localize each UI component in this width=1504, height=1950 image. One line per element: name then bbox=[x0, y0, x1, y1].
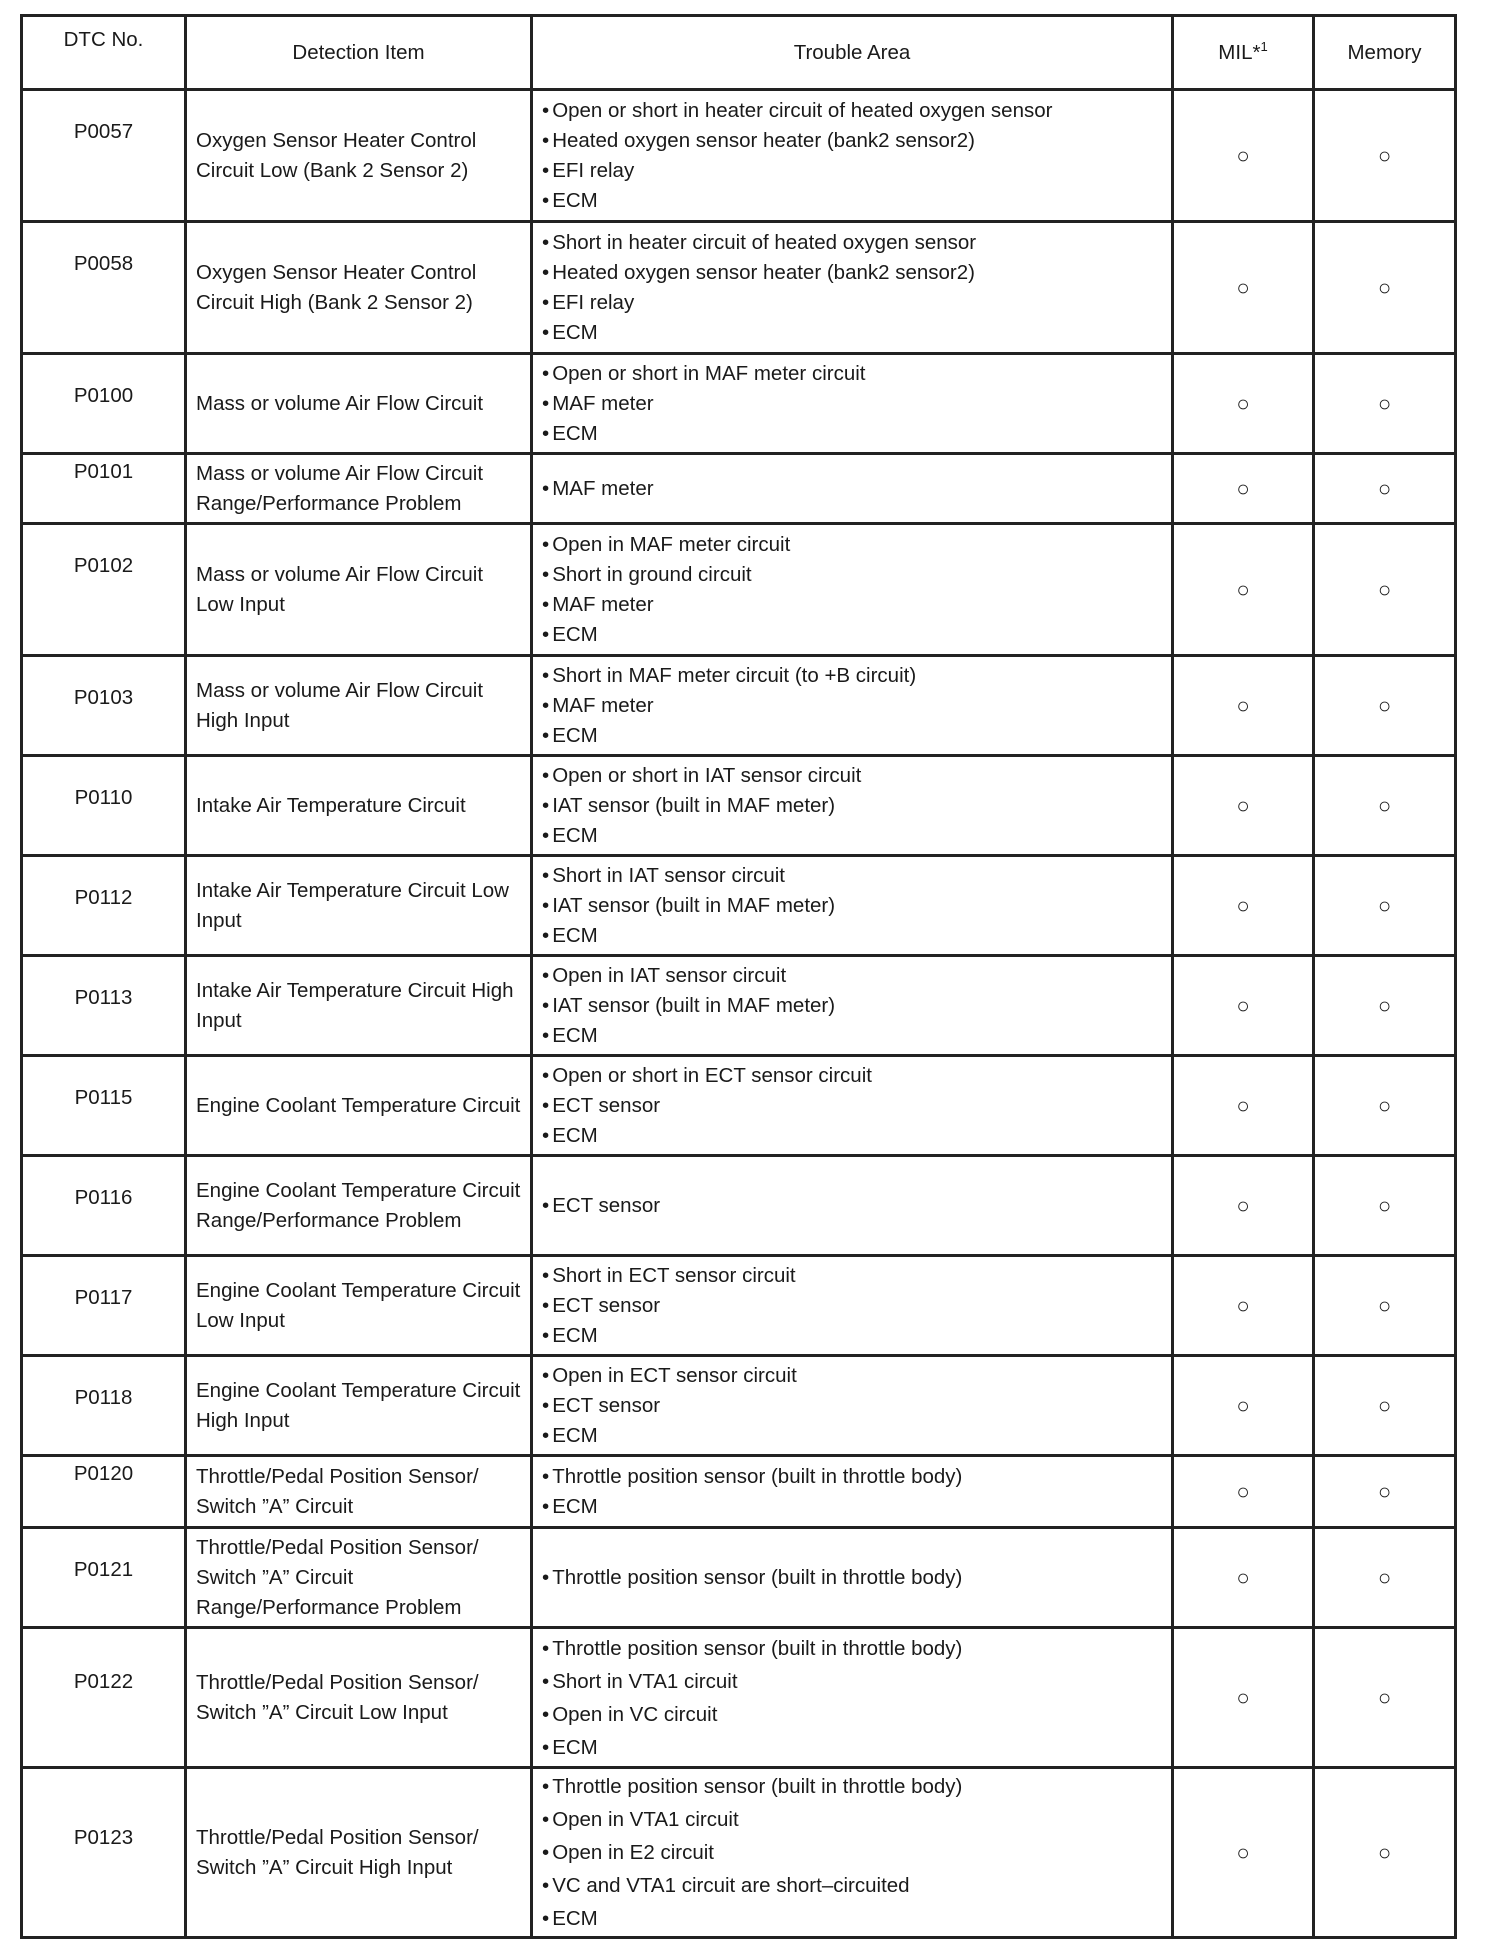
trouble-area-item: • Open or short in heater circuit of heated oxygen sensor bbox=[542, 96, 1171, 126]
trouble-area bbox=[532, 1456, 1173, 1528]
memory-mark: ○ bbox=[1314, 454, 1456, 524]
header-mil bbox=[1173, 16, 1314, 90]
trouble-area-item: • MAF meter bbox=[542, 590, 1171, 620]
table-row bbox=[22, 1528, 1456, 1628]
trouble-area-item: • Short in ground circuit bbox=[542, 560, 1171, 590]
trouble-area-item: • ECM bbox=[542, 620, 1171, 650]
dtc-code: P0057 bbox=[22, 90, 186, 222]
trouble-area bbox=[532, 222, 1173, 354]
trouble-area-item: • MAF meter bbox=[542, 691, 1171, 721]
mil-mark: ○ bbox=[1173, 1256, 1314, 1356]
trouble-area-item: • ECM bbox=[542, 1731, 1171, 1764]
dtc-table bbox=[20, 14, 1457, 1939]
header-mil-label: MIL* bbox=[1218, 40, 1261, 64]
mil-mark: ○ bbox=[1173, 956, 1314, 1056]
mil-mark: ○ bbox=[1173, 354, 1314, 454]
dtc-code: P0120 bbox=[22, 1456, 186, 1528]
trouble-area bbox=[532, 1356, 1173, 1456]
trouble-area-item: • Short in IAT sensor circuit bbox=[542, 861, 1171, 891]
trouble-area-item: • Heated oxygen sensor heater (bank2 sensor2) bbox=[542, 258, 1171, 288]
mil-mark: ○ bbox=[1173, 656, 1314, 756]
trouble-area bbox=[532, 856, 1173, 956]
trouble-area-item: • ECM bbox=[542, 186, 1171, 216]
table-row bbox=[22, 1628, 1456, 1768]
dtc-code: P0110 bbox=[22, 756, 186, 856]
mil-mark: ○ bbox=[1173, 756, 1314, 856]
trouble-area-item: • Open or short in ECT sensor circuit bbox=[542, 1061, 1171, 1091]
trouble-area-item: • ECM bbox=[542, 419, 1171, 449]
trouble-area bbox=[532, 1628, 1173, 1768]
mil-mark: ○ bbox=[1173, 1056, 1314, 1156]
detection-item: Engine Coolant Temperature Circuit bbox=[186, 1056, 532, 1156]
trouble-area-item: • MAF meter bbox=[542, 474, 1171, 504]
trouble-area-item: • Open in MAF meter circuit bbox=[542, 530, 1171, 560]
trouble-area bbox=[532, 1256, 1173, 1356]
table-row bbox=[22, 454, 1456, 524]
trouble-area bbox=[532, 1768, 1173, 1938]
detection-item: Intake Air Temperature Circuit bbox=[186, 756, 532, 856]
trouble-area-item: • ECT sensor bbox=[542, 1391, 1171, 1421]
dtc-code: P0103 bbox=[22, 656, 186, 756]
table-row bbox=[22, 524, 1456, 656]
trouble-area-item: • Throttle position sensor (built in throttle body) bbox=[542, 1770, 1171, 1803]
mil-mark: ○ bbox=[1173, 524, 1314, 656]
header-mil-footnote: 1 bbox=[1260, 38, 1268, 54]
memory-mark: ○ bbox=[1314, 1768, 1456, 1938]
mil-mark: ○ bbox=[1173, 1768, 1314, 1938]
memory-mark: ○ bbox=[1314, 1356, 1456, 1456]
trouble-area-item: • EFI relay bbox=[542, 156, 1171, 186]
mil-mark: ○ bbox=[1173, 90, 1314, 222]
trouble-area bbox=[532, 1528, 1173, 1628]
trouble-area bbox=[532, 1056, 1173, 1156]
dtc-code: P0118 bbox=[22, 1356, 186, 1456]
trouble-area-item: • Heated oxygen sensor heater (bank2 sensor2) bbox=[542, 126, 1171, 156]
mil-mark: ○ bbox=[1173, 856, 1314, 956]
detection-item: Intake Air Temperature Circuit High Input bbox=[186, 956, 532, 1056]
memory-mark: ○ bbox=[1314, 1528, 1456, 1628]
trouble-area-item: • Open in VTA1 circuit bbox=[542, 1803, 1171, 1836]
table-row bbox=[22, 90, 1456, 222]
memory-mark: ○ bbox=[1314, 1628, 1456, 1768]
table-row bbox=[22, 1456, 1456, 1528]
trouble-area-item: • Open or short in MAF meter circuit bbox=[542, 359, 1171, 389]
dtc-code: P0116 bbox=[22, 1156, 186, 1256]
table-row bbox=[22, 354, 1456, 454]
trouble-area-item: • Short in MAF meter circuit (to +B circuit) bbox=[542, 661, 1171, 691]
memory-mark: ○ bbox=[1314, 1056, 1456, 1156]
table-row bbox=[22, 856, 1456, 956]
memory-mark: ○ bbox=[1314, 956, 1456, 1056]
mil-mark: ○ bbox=[1173, 1628, 1314, 1768]
trouble-area-item: • IAT sensor (built in MAF meter) bbox=[542, 891, 1171, 921]
mil-mark: ○ bbox=[1173, 1356, 1314, 1456]
trouble-area-item: • IAT sensor (built in MAF meter) bbox=[542, 991, 1171, 1021]
trouble-area-item: • MAF meter bbox=[542, 389, 1171, 419]
trouble-area-item: • Open in VC circuit bbox=[542, 1698, 1171, 1731]
trouble-area-item: • ECT sensor bbox=[542, 1091, 1171, 1121]
trouble-area-item: • ECM bbox=[542, 921, 1171, 951]
trouble-area bbox=[532, 656, 1173, 756]
table-row bbox=[22, 1356, 1456, 1456]
detection-item: Mass or volume Air Flow Circuit bbox=[186, 354, 532, 454]
trouble-area-item: • Open in IAT sensor circuit bbox=[542, 961, 1171, 991]
trouble-area-item: • Short in ECT sensor circuit bbox=[542, 1261, 1171, 1291]
memory-mark: ○ bbox=[1314, 1156, 1456, 1256]
trouble-area-item: • ECM bbox=[542, 721, 1171, 751]
detection-item: Oxygen Sensor Heater Control Circuit Low (Bank 2 Sensor 2) bbox=[186, 90, 532, 222]
trouble-area-item: • ECM bbox=[542, 1492, 1171, 1522]
mil-mark: ○ bbox=[1173, 1528, 1314, 1628]
header-row bbox=[22, 16, 1456, 90]
trouble-area-item: • VC and VTA1 circuit are short–circuited bbox=[542, 1869, 1171, 1902]
trouble-area bbox=[532, 90, 1173, 222]
dtc-code: P0115 bbox=[22, 1056, 186, 1156]
header-memory: Memory bbox=[1314, 16, 1456, 90]
mil-mark: ○ bbox=[1173, 454, 1314, 524]
detection-item: Oxygen Sensor Heater Control Circuit High (Bank 2 Sensor 2) bbox=[186, 222, 532, 354]
trouble-area-item: • Throttle position sensor (built in throttle body) bbox=[542, 1462, 1171, 1492]
trouble-area-item: • Open in E2 circuit bbox=[542, 1836, 1171, 1869]
dtc-code: P0058 bbox=[22, 222, 186, 354]
detection-item: Engine Coolant Temperature Circuit Low Input bbox=[186, 1256, 532, 1356]
header-trouble-area: Trouble Area bbox=[532, 16, 1173, 90]
memory-mark: ○ bbox=[1314, 1256, 1456, 1356]
dtc-code: P0117 bbox=[22, 1256, 186, 1356]
trouble-area-item: • IAT sensor (built in MAF meter) bbox=[542, 791, 1171, 821]
table-row bbox=[22, 656, 1456, 756]
detection-item: Throttle/Pedal Position Sensor/ Switch ”A” Circuit High Input bbox=[186, 1768, 532, 1938]
trouble-area-item: • ECT sensor bbox=[542, 1291, 1171, 1321]
memory-mark: ○ bbox=[1314, 656, 1456, 756]
dtc-code: P0102 bbox=[22, 524, 186, 656]
detection-item: Engine Coolant Temperature Circuit Range/Performance Problem bbox=[186, 1156, 532, 1256]
detection-item: Throttle/Pedal Position Sensor/ Switch ”A” Circuit Low Input bbox=[186, 1628, 532, 1768]
memory-mark: ○ bbox=[1314, 524, 1456, 656]
trouble-area-item: • ECM bbox=[542, 821, 1171, 851]
detection-item: Mass or volume Air Flow Circuit Range/Performance Problem bbox=[186, 454, 532, 524]
trouble-area-item: • ECM bbox=[542, 318, 1171, 348]
trouble-area bbox=[532, 956, 1173, 1056]
trouble-area bbox=[532, 1156, 1173, 1256]
trouble-area-item: • Short in VTA1 circuit bbox=[542, 1665, 1171, 1698]
trouble-area bbox=[532, 756, 1173, 856]
trouble-area bbox=[532, 524, 1173, 656]
memory-mark: ○ bbox=[1314, 222, 1456, 354]
memory-mark: ○ bbox=[1314, 354, 1456, 454]
header-dtc-no: DTC No. bbox=[22, 16, 186, 90]
mil-mark: ○ bbox=[1173, 1456, 1314, 1528]
dtc-code: P0121 bbox=[22, 1528, 186, 1628]
header-detection-item: Detection Item bbox=[186, 16, 532, 90]
memory-mark: ○ bbox=[1314, 1456, 1456, 1528]
detection-item: Engine Coolant Temperature Circuit High Input bbox=[186, 1356, 532, 1456]
dtc-code: P0112 bbox=[22, 856, 186, 956]
memory-mark: ○ bbox=[1314, 856, 1456, 956]
memory-mark: ○ bbox=[1314, 90, 1456, 222]
trouble-area-item: • Throttle position sensor (built in throttle body) bbox=[542, 1563, 1171, 1593]
dtc-code: P0123 bbox=[22, 1768, 186, 1938]
table-row bbox=[22, 1156, 1456, 1256]
trouble-area-item: • ECM bbox=[542, 1421, 1171, 1451]
table-row bbox=[22, 222, 1456, 354]
trouble-area-item: • ECM bbox=[542, 1021, 1171, 1051]
dtc-code: P0100 bbox=[22, 354, 186, 454]
trouble-area bbox=[532, 454, 1173, 524]
mil-mark: ○ bbox=[1173, 222, 1314, 354]
trouble-area-item: • ECM bbox=[542, 1321, 1171, 1351]
trouble-area-item: • EFI relay bbox=[542, 288, 1171, 318]
dtc-code: P0113 bbox=[22, 956, 186, 1056]
detection-item: Throttle/Pedal Position Sensor/ Switch ”A” Circuit Range/Performance Problem bbox=[186, 1528, 532, 1628]
table-row bbox=[22, 1056, 1456, 1156]
memory-mark: ○ bbox=[1314, 756, 1456, 856]
detection-item: Mass or volume Air Flow Circuit Low Input bbox=[186, 524, 532, 656]
trouble-area-item: • Throttle position sensor (built in throttle body) bbox=[542, 1632, 1171, 1665]
table-row bbox=[22, 956, 1456, 1056]
trouble-area-item: • ECM bbox=[542, 1902, 1171, 1935]
detection-item: Mass or volume Air Flow Circuit High Input bbox=[186, 656, 532, 756]
dtc-code: P0101 bbox=[22, 454, 186, 524]
trouble-area-item: • Open in ECT sensor circuit bbox=[542, 1361, 1171, 1391]
detection-item: Intake Air Temperature Circuit Low Input bbox=[186, 856, 532, 956]
dtc-code: P0122 bbox=[22, 1628, 186, 1768]
trouble-area-item: • Short in heater circuit of heated oxygen sensor bbox=[542, 228, 1171, 258]
table-row bbox=[22, 1256, 1456, 1356]
trouble-area-item: • Open or short in IAT sensor circuit bbox=[542, 761, 1171, 791]
trouble-area-item: • ECM bbox=[542, 1121, 1171, 1151]
trouble-area bbox=[532, 354, 1173, 454]
detection-item: Throttle/Pedal Position Sensor/ Switch ”A” Circuit bbox=[186, 1456, 532, 1528]
table-row bbox=[22, 1768, 1456, 1938]
table-row bbox=[22, 756, 1456, 856]
trouble-area-item: • ECT sensor bbox=[542, 1191, 1171, 1221]
mil-mark: ○ bbox=[1173, 1156, 1314, 1256]
